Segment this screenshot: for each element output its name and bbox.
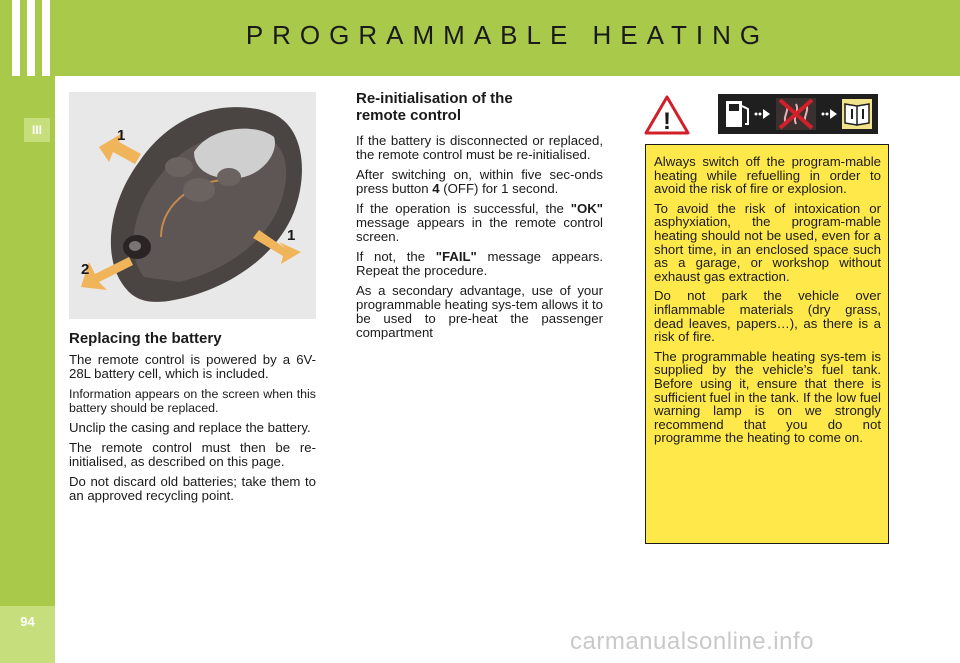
warning-symbol: ! — [663, 108, 671, 135]
button-number: 4 — [432, 181, 440, 196]
battery-paragraph: The remote control is powered by a 6V-28L battery cell, which is included. — [69, 352, 316, 381]
photo-label-1-top: 1 — [117, 127, 126, 144]
reinit-paragraph: If the battery is disconnected or replaced, the remote control must be re-initialised. — [356, 133, 603, 162]
warning-triangle-icon — [644, 94, 690, 136]
photo-label-1-right: 1 — [287, 227, 296, 244]
page-number: 94 — [20, 614, 35, 629]
reinit-paragraph: As a secondary advantage, use of your programmable heating sys-tem allows it to be used to pre-heat the passenger compartment — [356, 283, 604, 340]
reinit-section — [356, 90, 603, 346]
battery-paragraph: Unclip the casing and replace the battery. — [69, 420, 311, 435]
battery-paragraph: Do not discard old batteries; take them to an approved recycling point. — [69, 474, 316, 503]
chapter-tab: III — [24, 118, 50, 142]
fail-message: "FAIL" — [435, 249, 477, 264]
page-header — [55, 0, 960, 76]
safety-pictogram — [718, 94, 878, 134]
text-run: message appears in the remote control screen. — [356, 215, 603, 244]
read-manual-icon — [842, 99, 872, 129]
text-run: message appears. Repeat the procedure. — [356, 249, 603, 278]
watermark: carmanualsonline.info — [570, 628, 814, 655]
remote-control-photo — [69, 92, 316, 319]
reinit-heading-line1: Re-initialisation of the — [356, 90, 513, 107]
pictogram-graphic — [718, 94, 878, 134]
text-run: If not, the — [356, 249, 436, 264]
photo-label-2: 2 — [81, 261, 90, 278]
warning-paragraph: The programmable heating sys-tem is supplied by the vehicle’s fuel tank. Before using it, ensure that there is sufficient fuel in the tank. If the low fuel warning lamp is on we strongly recommend that you do not programme the heating to come on. — [654, 348, 881, 446]
battery-paragraph: The remote control must then be re-initialised, as described on this page. — [69, 440, 316, 469]
reinit-paragraph — [356, 250, 603, 278]
battery-section — [69, 330, 316, 509]
reinit-heading-line2: remote control — [356, 107, 462, 124]
remote-control-illustration — [69, 92, 316, 319]
text-run: If the operation is successful, the — [356, 201, 571, 216]
page-title: PROGRAMMABLE HEATING — [245, 20, 770, 50]
stripe — [12, 0, 20, 76]
stripe — [42, 0, 50, 76]
reinit-heading — [356, 90, 603, 124]
text-run: After switching on, within five sec-onds press button — [356, 167, 603, 196]
no-heating-icon — [776, 98, 816, 130]
reinit-paragraph — [356, 202, 603, 244]
text-run: (OFF) for 1 second. — [439, 181, 559, 196]
warning-paragraph: To avoid the risk of intoxication or asphyxiation, the program-mable heating should not be used, even for a short time, in an enclosed space such as a garage, or workshop without exhaust gas extraction. — [654, 200, 881, 284]
sidebar — [0, 0, 55, 663]
warning-box — [645, 144, 889, 544]
battery-heading: Replacing the battery — [69, 330, 222, 347]
sidebar-stripes — [0, 0, 55, 76]
ok-message: "OK" — [570, 201, 603, 216]
page-number-tab — [0, 606, 55, 663]
reinit-paragraph — [356, 168, 603, 196]
stripe — [27, 0, 35, 76]
warning-paragraph: Always switch off the program-mable heating while refuelling in order to avoid the risk of fire or explosion. — [654, 154, 881, 197]
warning-paragraph: Do not park the vehicle over inflammable materials (dry grass, dead leaves, papers…), as there is a risk of fire. — [654, 288, 881, 345]
battery-paragraph: Information appears on the screen when this battery should be replaced. — [69, 387, 316, 415]
